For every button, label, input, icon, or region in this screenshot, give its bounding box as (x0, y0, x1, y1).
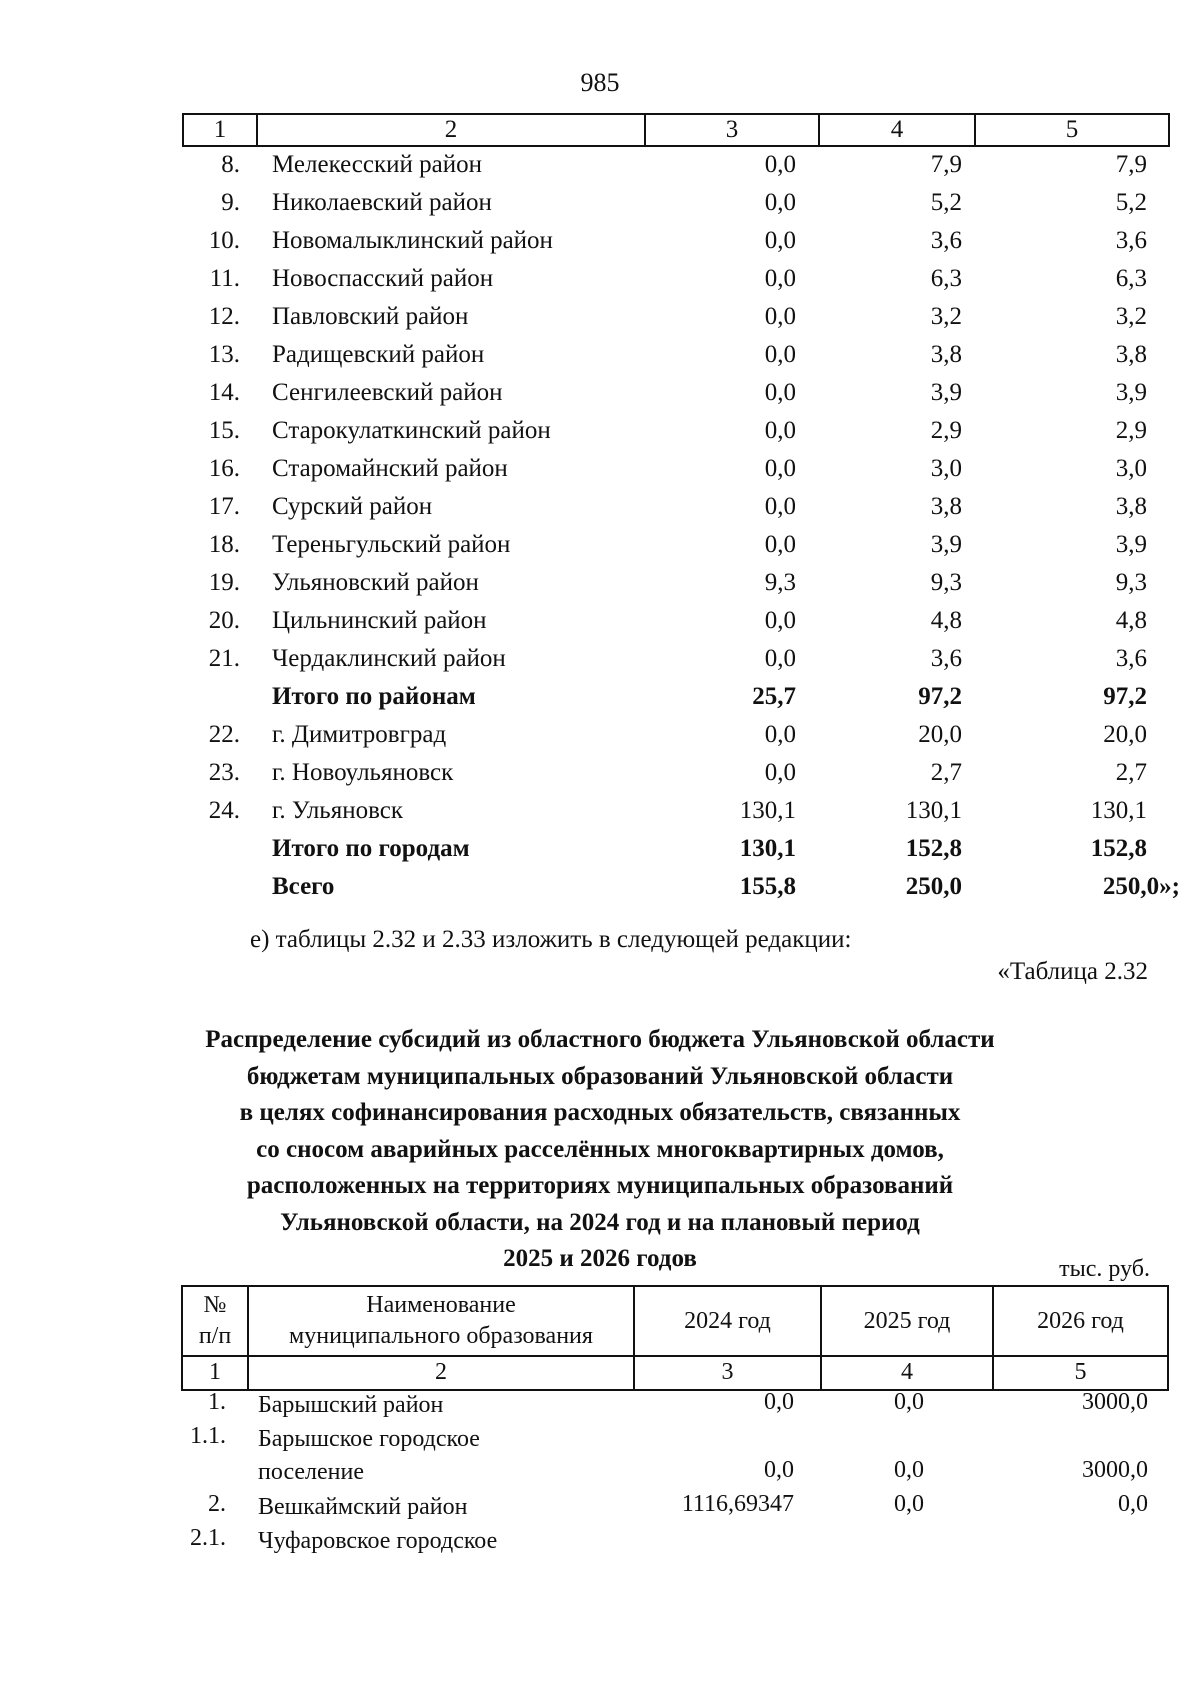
table1-cell-v3: 3,6 (1115, 227, 1147, 254)
table1-cell-v3: 3,9 (1115, 379, 1147, 406)
table-title-line: 2025 и 2026 годов (503, 1245, 697, 1272)
table1-row (0, 262, 1200, 300)
table1-cell-v3: 7,9 (1115, 151, 1147, 178)
table1-cell-v1: 130,1 (739, 797, 796, 824)
table2-header (181, 1285, 1169, 1391)
table1-row (0, 528, 1200, 566)
table1-row (0, 566, 1200, 604)
table-title-line: в целях софинансирования расходных обязательств, связанных (239, 1099, 961, 1126)
units-label: тыс. руб. (1059, 1256, 1150, 1282)
table1-cell-v1: 0,0 (764, 645, 796, 672)
table1-cell-v1: 155,8 (739, 873, 796, 900)
table1-cell-v1: 0,0 (764, 493, 796, 520)
table1-cell-name: Радищевский район (272, 341, 485, 368)
table1-cell-v3: 130,1 (1090, 797, 1147, 824)
table1-cell-name: Сурский район (272, 493, 433, 520)
table1-cell-v1: 25,7 (752, 683, 796, 710)
table2-cell-name (258, 1525, 497, 1558)
table1-header (182, 113, 1170, 147)
table2-cell-name-line1: Барышское городское (258, 1426, 480, 1452)
table2-header-2024: 2024 год (635, 1287, 822, 1355)
table1-cell-num: 11. (209, 265, 240, 292)
table1-row (0, 300, 1200, 338)
table1-cell-v2: 3,8 (930, 341, 962, 368)
table2-cell-v2: 0,0 (894, 1491, 924, 1517)
table1-cell-v2: 250,0 (905, 873, 962, 900)
table1-cell-v2: 9,3 (930, 569, 962, 596)
table1-cell-num: 18. (208, 531, 240, 558)
table1-row (0, 642, 1200, 680)
table1-cell-v3: 3,8 (1115, 493, 1147, 520)
table1-cell-name: Сенгилеевский район (272, 379, 503, 406)
table1-cell-v3: 20,0 (1103, 721, 1147, 748)
table1-cell-v1: 0,0 (764, 189, 796, 216)
table1-cell-name: Ульяновский район (272, 569, 479, 596)
table1-cell-name: Старомайнский район (272, 455, 508, 482)
table1-row (0, 794, 1200, 832)
table1-cell-v1: 0,0 (764, 265, 796, 292)
table1-cell-v2: 3,9 (930, 531, 962, 558)
table1-cell-v3: 152,8 (1090, 835, 1147, 862)
table2-index-col3: 3 (635, 1357, 822, 1389)
table2-cell-num: 2.1. (190, 1525, 226, 1551)
table2-cell-v3: 3000,0 (1082, 1457, 1148, 1483)
table2-header-name (249, 1287, 635, 1355)
table1-cell-v3: 3,6 (1115, 645, 1147, 672)
table1-row (0, 338, 1200, 376)
page-number: 985 (580, 68, 620, 97)
table1-cell-v1: 0,0 (764, 417, 796, 444)
table1-row (0, 718, 1200, 756)
table1-cell-name: Новоспасский район (272, 265, 494, 292)
table1-header-col5: 5 (1065, 116, 1079, 143)
table2-index-col5: 5 (1074, 1359, 1087, 1385)
table-title-line: Распределение субсидий из областного бюджета Ульяновской области (205, 1026, 995, 1053)
table1-cell-num: 15. (208, 417, 240, 444)
table1-cell-v3: 9,3 (1115, 569, 1147, 596)
table1-row (0, 148, 1200, 186)
table1-cell-v2: 3,9 (930, 379, 962, 406)
table1-cell-name: г. Димитровград (272, 721, 447, 748)
table1-header-col3: 3 (646, 115, 820, 145)
table1-total-row (0, 680, 1200, 718)
table1-cell-v3: 2,7 (1115, 759, 1147, 786)
table1-cell-name: Павловский район (272, 303, 469, 330)
table1-row (0, 414, 1200, 452)
table1-cell-name: Чердаклинский район (272, 645, 506, 672)
table-title-line: со сносом аварийных расселённых многоквартирных домов, (256, 1135, 944, 1163)
table2-cell-v1: 1116,69347 (681, 1491, 794, 1517)
table1-cell-v3: 3,0 (1115, 455, 1147, 482)
table1-cell-v2: 20,0 (918, 721, 962, 748)
table1-body (0, 148, 1200, 908)
table1-header-col2: 2 (258, 115, 646, 145)
table2-row (0, 1421, 1200, 1489)
table2-cell-name-line2: поселение (258, 1459, 365, 1485)
table1-row (0, 604, 1200, 642)
table1-cell-v2: 3,6 (930, 227, 962, 254)
table1-cell-v3: 97,2 (1103, 683, 1147, 710)
table-title-line: расположенных на территориях муниципальных образований (246, 1172, 954, 1199)
table1-cell-name: г. Ульяновск (272, 797, 403, 824)
table1-cell-v1: 0,0 (764, 759, 796, 786)
table2-index-col2: 2 (249, 1357, 635, 1389)
table1-cell-num: 13. (208, 341, 240, 368)
table1-row (0, 186, 1200, 224)
table1-cell-v1: 0,0 (764, 721, 796, 748)
table2-body (0, 1387, 1200, 1557)
table2-cell-v1: 0,0 (764, 1389, 794, 1415)
table1-cell-v3: 2,9 (1115, 417, 1147, 444)
table1-cell-v2: 152,8 (905, 835, 962, 862)
table1-cell-name: Тереньгульский район (272, 531, 511, 558)
table1-cell-num: 14. (208, 379, 240, 406)
table1-total-row (0, 870, 1200, 908)
table2-cell-name (258, 1491, 467, 1524)
table-title (150, 1022, 1050, 1278)
table1-cell-v1: 0,0 (764, 455, 796, 482)
table2-header-num-line1: № (203, 1292, 227, 1318)
table2-cell-v3: 0,0 (1118, 1491, 1148, 1517)
table1-cell-v3: 3,2 (1115, 303, 1147, 330)
table2-cell-v3: 3000,0 (1082, 1389, 1148, 1415)
table1-cell-num: 22. (208, 721, 240, 748)
table1-cell-v2: 130,1 (905, 797, 962, 824)
table2-cell-name-line1: Барышский район (258, 1392, 444, 1418)
table1-cell-name: Цильнинский район (272, 607, 487, 634)
table2-index-col4: 4 (822, 1357, 994, 1389)
table1-cell-num: 12. (208, 303, 240, 330)
table-title-line: Ульяновской области, на 2024 год и на плановый период (280, 1208, 920, 1236)
table1-row (0, 452, 1200, 490)
table1-cell-v1: 9,3 (764, 569, 796, 596)
table1-cell-v2: 4,8 (930, 607, 962, 634)
table1-cell-num: 21. (208, 645, 240, 672)
table1-cell-v3: 250,0»; (1102, 873, 1180, 900)
table1-cell-v2: 97,2 (918, 683, 962, 710)
table1-cell-v2: 6,3 (930, 265, 962, 292)
table1-total-row (0, 832, 1200, 870)
table2-cell-name (258, 1423, 480, 1489)
table1-row (0, 756, 1200, 794)
table2-cell-num: 1.1. (190, 1423, 226, 1449)
table1-cell-v1: 0,0 (764, 227, 796, 254)
table1-cell-v2: 2,7 (930, 759, 962, 786)
table1-cell-v1: 130,1 (739, 835, 796, 862)
table1-cell-num: 24. (208, 797, 240, 824)
table1-cell-name: Итого по районам (272, 683, 476, 710)
table1-cell-num: 10. (208, 227, 240, 254)
table2-cell-v2: 0,0 (894, 1389, 924, 1415)
table1-cell-num: 8. (221, 151, 240, 178)
table2-cell-name-line1: Вешкаймский район (258, 1494, 468, 1520)
table1-row (0, 376, 1200, 414)
table1-cell-v2: 3,0 (930, 455, 962, 482)
amendment-paragraph: е) таблицы 2.32 и 2.33 изложить в следующей редакции: (250, 926, 852, 953)
table1-row (0, 224, 1200, 262)
table2-cell-num: 1. (208, 1389, 226, 1415)
table1-cell-num: 17. (208, 493, 240, 520)
table1-row (0, 490, 1200, 528)
table-title-line: бюджетам муниципальных образований Ульяновской области (246, 1062, 954, 1090)
table1-cell-v3: 4,8 (1115, 607, 1147, 634)
table2-row (0, 1387, 1200, 1421)
table2-index-col1: 1 (183, 1357, 249, 1389)
table1-cell-v2: 2,9 (930, 417, 962, 444)
table1-cell-num: 16. (208, 455, 240, 482)
table1-cell-name: Итого по городам (272, 835, 470, 862)
table1-cell-name: Мелекесский район (272, 151, 483, 178)
table1-cell-v2: 7,9 (930, 151, 962, 178)
table1-cell-name: Николаевский район (272, 189, 492, 216)
table2-cell-num: 2. (208, 1491, 226, 1517)
table1-cell-num: 20. (208, 607, 240, 634)
table1-cell-v3: 5,2 (1115, 189, 1147, 216)
table1-cell-v1: 0,0 (764, 303, 796, 330)
table1-header-col4: 4 (820, 115, 976, 145)
table2-header-name-line2: муниципального образования (289, 1323, 593, 1349)
table1-cell-num: 19. (208, 569, 240, 596)
table1-cell-v2: 5,2 (930, 189, 962, 216)
table1-cell-v2: 3,8 (930, 493, 962, 520)
table2-header-num-line2: п/п (198, 1323, 232, 1349)
table1-cell-v2: 3,2 (930, 303, 962, 330)
table1-cell-v1: 0,0 (764, 341, 796, 368)
table2-header-2026: 2026 год (1037, 1307, 1124, 1334)
table1-cell-v1: 0,0 (764, 379, 796, 406)
table-label: «Таблица 2.32 (997, 958, 1148, 985)
table1-cell-num: 9. (221, 189, 240, 216)
table2-row (0, 1489, 1200, 1523)
table1-cell-v3: 6,3 (1115, 265, 1147, 292)
table1-cell-num: 23. (208, 759, 240, 786)
table2-row (0, 1523, 1200, 1557)
table2-header-num (183, 1287, 249, 1355)
table1-cell-v3: 3,9 (1115, 531, 1147, 558)
table2-cell-name-line1: Чуфаровское городское (258, 1528, 498, 1554)
table2-cell-v1: 0,0 (764, 1457, 794, 1483)
table1-cell-v1: 0,0 (764, 607, 796, 634)
table1-cell-name: Новомалыклинский район (272, 227, 553, 254)
table2-header-name-line1: Наименование (366, 1292, 516, 1318)
table1-cell-v1: 0,0 (764, 151, 796, 178)
table1-cell-name: г. Новоульяновск (272, 759, 454, 786)
table1-cell-name: Старокулаткинский район (272, 417, 551, 444)
table1-cell-name: Всего (272, 873, 335, 900)
table2-header-2025: 2025 год (822, 1287, 994, 1355)
table1-cell-v3: 3,8 (1115, 341, 1147, 368)
table2-cell-v2: 0,0 (894, 1457, 924, 1483)
table1-cell-v2: 3,6 (930, 645, 962, 672)
table1-header-col1: 1 (184, 115, 258, 145)
table2-cell-name (258, 1389, 443, 1422)
table1-cell-v1: 0,0 (764, 531, 796, 558)
